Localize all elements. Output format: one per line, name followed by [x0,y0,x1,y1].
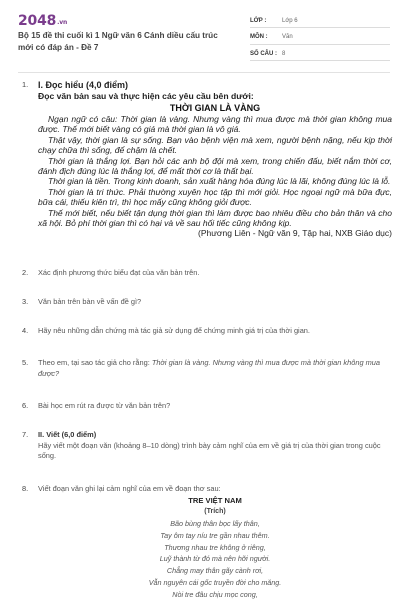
question-text: Xác định phương thức biểu đạt của văn bản trên. [38,268,200,277]
question-text: Hãy nêu những dẫn chứng mà tác giả sử dụng để chứng minh giá trị của thời gian. [38,326,310,335]
poem-line: Tay ôm tay níu tre gần nhau thêm. [160,530,270,540]
document-header [0,0,400,64]
meta-row-lop [250,14,390,28]
meta-label-lop: LỚP : [250,17,267,24]
passage-paragraph: Thế mới biết, nếu biết tận dụng thời gian thì làm được bao nhiêu điều cho bản thân và cho xã hội. Bỏ phí thời gian thì có hại và về sau hối tiếc cũng không kịp. [38,207,392,229]
question-7 [22,430,392,462]
question-5 [22,358,392,379]
poem-subtitle: (Trích) [204,508,226,516]
question-text: Viết đoạn văn ghi lại cảm nghĩ của em về đoạn thơ sau: [38,484,221,493]
question-number: 2. [22,268,29,277]
section-heading: I. Đọc hiểu (4,0 điểm) [38,80,129,90]
passage-paragraph: Thời gian là tri thức. Phải thường xuyên học tập thì mới giỏi. Học ngoại ngữ mà bữa đực, bữa cái, thiếu kiên trì, thì học mấy cũng không giỏi được. [38,186,392,208]
poem-question [38,484,392,600]
passage-title: THỜI GIAN LÀ VÀNG [169,103,261,113]
meta-row-socau [250,47,390,61]
passage-paragraph: Ngạn ngữ có câu: Thời gian là vàng. Nhưng vàng thì mua được mà thời gian không mua được. Thế mới biết vàng có giá mà thời gian là vô giá. [38,114,392,135]
instruction: Đọc văn bản sau và thực hiện các yêu cầu bên dưới: [38,91,254,101]
question-text-lead: Theo em, tại sao tác giả cho rằng: [38,358,152,367]
passage-paragraph: Thật vậy, thời gian là sự sống. Bạn vào bệnh viện mà xem, người bệnh nặng, nếu kịp thời chạy chữa thì sống, để chậm là chết. [38,134,392,156]
reading-section [38,80,392,239]
passage-paragraph: Thời gian là tiền. Trong kinh doanh, sản xuất hàng hóa đúng lúc là lãi, không đúng lúc là lỗ. [48,176,391,187]
poem-title: TRE VIỆT NAM [188,495,242,505]
question-number: 1. [22,80,29,89]
question-text: Văn bản trên bàn về vấn đề gì? [38,297,142,306]
question-1 [22,80,392,239]
poem-line: Chẳng may thân gãy cành rơi, [166,566,264,576]
meta-row-mon [250,31,390,45]
meta-value-lop: Lớp 6 [282,17,298,24]
passage-paragraph: Thời gian là thắng lợi. Bạn hỏi các anh bộ đội mà xem, trong chiến đấu, biết nắm thời cơ, đánh địch đúng lúc là thắng lợi, để mất thời cơ là thất bại. [38,155,392,177]
question-6 [22,401,392,412]
poem-line: Nòi tre đâu chịu mọc cong, [172,589,258,599]
logo-suffix: .vn [57,19,68,26]
question-text: Hãy viết một đoạn văn (khoảng 8–10 dòng) trình bày cảm nghĩ của em về giá trị của thời gian trong cuộc sống. [38,440,381,460]
meta-info [250,14,390,64]
question-3 [22,297,392,308]
question-number: 4. [22,326,29,335]
meta-value-mon: Văn [282,34,293,40]
section-heading: II. Viết (6,0 điểm) [38,430,97,439]
question-number: 7. [22,430,29,439]
meta-label-socau: SỐ CÂU : [250,50,277,57]
question-quote: Thời gian là vàng. Nhưng vàng thì mua được mà thời gian không mua được? [38,358,381,378]
question-number: 5. [22,358,29,367]
question-number: 8. [22,484,29,493]
poem-line: Thương nhau tre không ở riêng, [164,542,266,552]
poem-line: Bão bùng thân bọc lấy thân, [170,519,260,529]
poem [38,495,392,600]
question-4 [22,326,392,337]
question-text [38,358,392,379]
meta-value-socau: 8 [282,50,286,57]
document-title: Bộ 15 đề thi cuối kì 1 Ngữ văn 6 Cánh diều cấu trúc mới có đáp án - Đề 7 [18,31,218,52]
logo-main: 2048 [18,13,57,29]
question-2 [22,268,392,279]
question-text: Bài học em rút ra được từ văn bản trên? [38,401,171,410]
passage-source: (Phương Liên - Ngữ văn 9, Tập hai, NXB Giáo dục) [198,228,392,239]
meta-label-mon: MÔN : [250,34,268,40]
question-8 [22,484,392,600]
poem-line: Vẫn nguyên cái gốc truyền đời cho măng. [148,578,282,588]
question-number: 3. [22,297,29,306]
poem-line: Luỹ thành từ đó mà nên hỡi người. [159,554,271,564]
site-logo[interactable] [18,13,67,29]
header-divider [18,72,390,73]
writing-section [38,430,392,462]
question-number: 6. [22,401,29,410]
